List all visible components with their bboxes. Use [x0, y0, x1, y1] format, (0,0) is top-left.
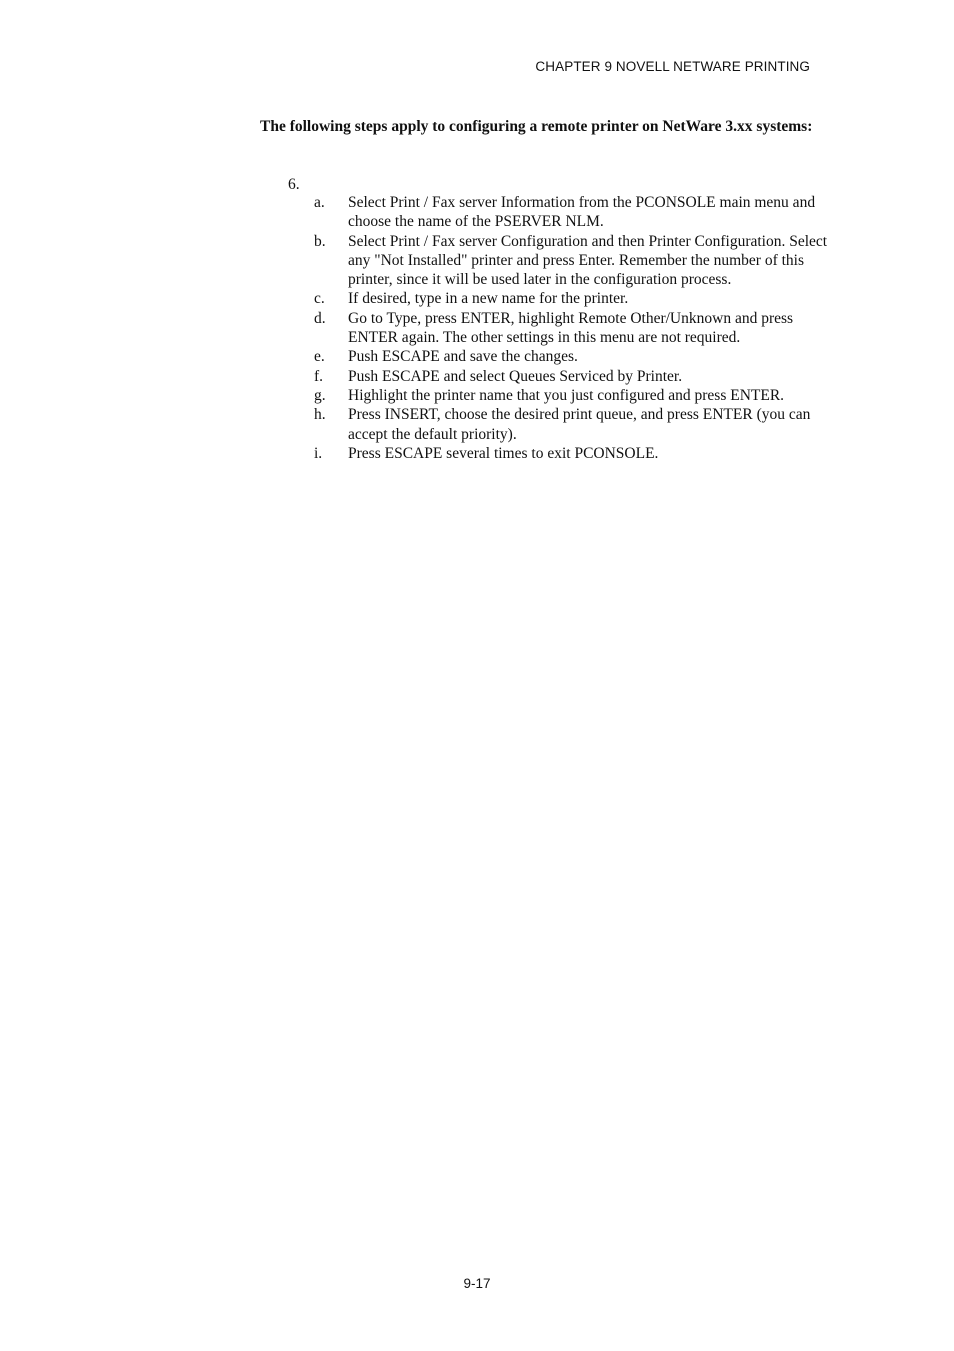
- running-header: CHAPTER 9 NOVELL NETWARE PRINTING: [535, 59, 810, 74]
- substep-item: [314, 386, 834, 405]
- substep-letter: b.: [314, 232, 326, 250]
- step-number: 6.: [288, 176, 300, 193]
- substep-letter: i.: [314, 444, 323, 462]
- substep-text: Push ESCAPE and select Queues Serviced by Printer.: [348, 367, 683, 385]
- substep-text: If desired, type in a new name for the printer.: [348, 290, 629, 308]
- substep-item: [314, 405, 834, 444]
- substep-item: [314, 367, 834, 386]
- substep-letter: g.: [314, 386, 326, 404]
- substep-text: Press ESCAPE several times to exit PCONSOLE.: [348, 444, 659, 462]
- substep-text: Press INSERT, choose the desired print queue, and press ENTER (you can accept the default priority).: [348, 406, 811, 443]
- substep-text: Highlight the printer name that you just configured and press ENTER.: [348, 386, 785, 404]
- substep-item: [314, 289, 834, 308]
- substep-item: [314, 347, 834, 366]
- substep-letter: e.: [314, 348, 325, 366]
- substep-item: [314, 444, 834, 463]
- substep-text: Push ESCAPE and save the changes.: [348, 348, 578, 366]
- substep-item: [314, 309, 834, 348]
- substep-letter: c.: [314, 290, 325, 308]
- page-number: 9-17: [463, 1276, 491, 1291]
- substep-item: [314, 193, 834, 232]
- intro-heading: The following steps apply to configuring a remote printer on NetWare 3.xx systems:: [260, 118, 813, 135]
- substep-letter: d.: [314, 309, 326, 327]
- substep-text: Go to Type, press ENTER, highlight Remote Other/Unknown and press ENTER again. The other settings in this menu are not required.: [348, 309, 794, 347]
- substep-letter: f.: [314, 367, 324, 385]
- substep-item: [314, 232, 834, 290]
- substep-list: [314, 193, 834, 463]
- substep-text: Select Print / Fax server Information from the PCONSOLE main menu and choose the name of the PSERVER NLM.: [348, 194, 816, 231]
- substep-letter: a.: [314, 194, 325, 211]
- substep-text: Select Print / Fax server Configuration and then Printer Configuration. Select any "Not Installed" printer and press Enter. Remember the number of this printer, since it will be used later in the configuration process.: [348, 232, 828, 289]
- substep-letter: h.: [314, 406, 326, 424]
